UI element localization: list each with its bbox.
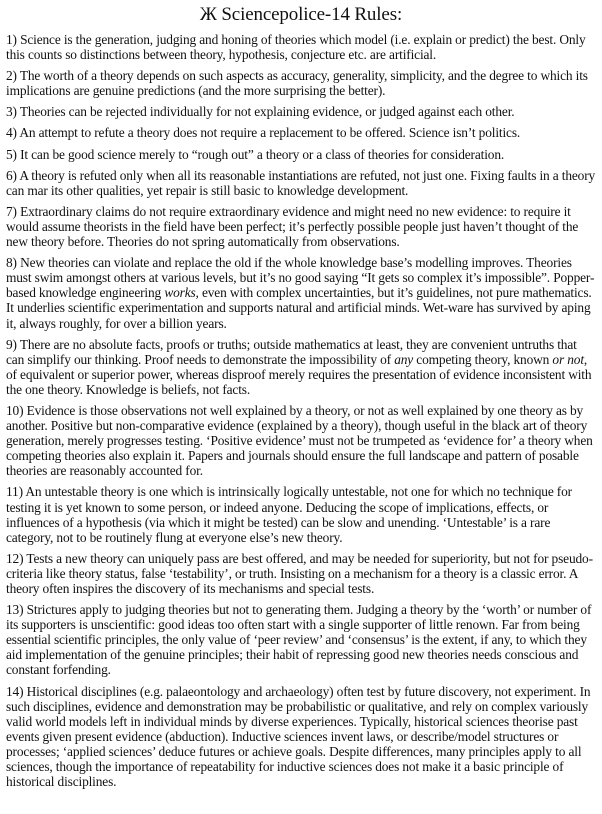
rule-2 [6,68,596,98]
rule-12 [6,551,596,596]
rule-emphasis: any [394,351,414,367]
rule-text: Extraordinary claims do not require extraordinary evidence and might need no new evidence: to require it would assume theorists in the field have been perfect; it’s perfectly possible people just haven’t thought of the new theory before. Theories do not spring automatically from observations. [6,203,579,250]
rule-3 [6,104,596,119]
rule-7 [6,204,596,249]
rule-number: 3) [6,104,17,120]
rule-8 [6,255,596,330]
rule-number: 11) [6,484,23,500]
rule-number: 13) [6,602,24,618]
rule-emphasis: works, [164,285,199,301]
rule-text: An untestable theory is one which is intrinsically logically untestable, not one for which no technique for testing it is yet known to some person, or indeed anyone. Deducing the scope of implications, effects, or influences of a hypothesis (via which it might be tested) can be slow and unending. ‘Untestable’ is a rare category, not to be routinely flung at everyone else’s new theory. [6,484,572,545]
rule-text: Strictures apply to judging theories but not to generating them. Judging a theory by the ‘worth’ or number of its supporters is unscientific: good ideas too often start with a single supporter of little renown. Far from being essential scientific principles, the only value of ‘peer review’ and ‘consensus’ is the extent, if any, to which they aid implementation of the genuine principles; their habit of repressing good new theories needs conscious and constant forfending. [6,602,592,678]
rule-10 [6,403,596,478]
rule-text: It can be good science merely to “rough out” a theory or a class of theories for consideration. [20,146,505,162]
rule-text: Evidence is those observations not well explained by a theory, or not as well explained by one theory as by another. Positive but non-comparative evidence (explained by a theory), though useful in the black art of theory generation, merely progresses testing. ‘Positive evidence’ must not be trumpeted as ‘evidence for’ a theory when competing theories also explain it. Papers and journals should ensure the full landscape and pattern of posable theories are reasonably accounted for. [6,402,593,479]
rule-emphasis: or not [552,351,584,367]
rule-9 [6,337,596,397]
rule-text: even with complex uncertainties, but it’s guidelines, not pure mathematics. It underlies scientific experimentation and supports natural and artificial minds. Wet-ware has survived by aping it, always roughly, for over a billion years. [6,285,592,331]
rule-number: 9) [6,336,17,352]
rule-text: competing theory, known [416,351,550,367]
rule-text: Tests a new theory can uniquely pass are best offered, and may be needed for superiority, but not for pseudo-criteria like theory status, false ‘testability’, or truth. Insisting on a mechanism for a theory is a classic error. A theory often inspires the discovery of its mechanisms and special tests. [6,550,593,596]
rule-1 [6,32,596,62]
rule-4 [6,125,596,140]
rule-5 [6,147,596,162]
rule-text: Theories can be rejected individually for not explaining evidence, or judged against each other. [19,104,515,120]
rule-13 [6,602,596,677]
rule-number: 8) [6,255,17,271]
page-title: Ж Sciencepolice-14 Rules: [199,4,403,25]
rule-14 [6,684,596,790]
rule-number: 2) [6,68,17,84]
rule-text: There are no absolute facts, proofs or truths; outside mathematics at least, they are convenient untruths that can simplify our thinking. Proof needs to demonstrate the impossibility of [6,336,577,367]
rule-number: 4) [6,125,17,141]
rule-11 [6,484,596,544]
rule-text: A theory is refuted only when all its reasonable instantiations are refuted, not just one. Fixing faults in a theory can mar its other qualities, yet repair is still basic to knowledge development. [6,167,596,198]
rule-number: 7) [6,203,17,219]
rule-text: Science is the generation, judging and honing of theories which model (i.e. explain or predict) the best. Only this counts so distinctions between theory, hypothesis, conjecture etc. are artificial. [6,32,586,63]
rule-number: 5) [6,146,17,162]
rule-text: An attempt to refute a theory does not require a replacement to be offered. Science isn’t politics. [19,125,521,141]
rule-number: 6) [6,167,17,183]
rule-number: 12) [6,550,24,566]
rule-number: 1) [6,32,17,47]
rule-text: New theories can violate and replace the old if the whole knowledge base’s modelling improves. Theories must swim amongst others at various levels, but it’s no good saying “It gets so complex it’s impossible”. Popper-based knowledge engineering [6,255,595,301]
rule-text: , of equivalent or superior power, whereas disproof merely requires the presentation of evidence inconsistent with the one theory. Knowledge is beliefs, not facts. [6,351,592,397]
rule-6 [6,168,596,198]
rule-number: 14) [6,683,24,699]
rule-text: The worth of a theory depends on such aspects as accuracy, generality, simplicity, and the degree to which its implications are genuine predictions (and the more surprising the better). [6,68,588,99]
rule-text: Historical disciplines (e.g. palaeontology and archaeology) often test by future discovery, not experiment. In such disciplines, evidence and demonstration may be probabilistic or qualitative, and rely on complex variously valid world models left in individual minds by diverse experiences. Typically, historical sciences theorise past events given present evidence (abduction). Inductive sciences invent laws, or describe/model structures or processes; ‘applied sciences’ deduce futures or achieve goals. Despite differences, many principles apply to all sciences, though the importance of repeatability for inductive sciences does not make it a basic principle of historical disciplines. [6,683,591,790]
rule-number: 10) [6,402,24,418]
